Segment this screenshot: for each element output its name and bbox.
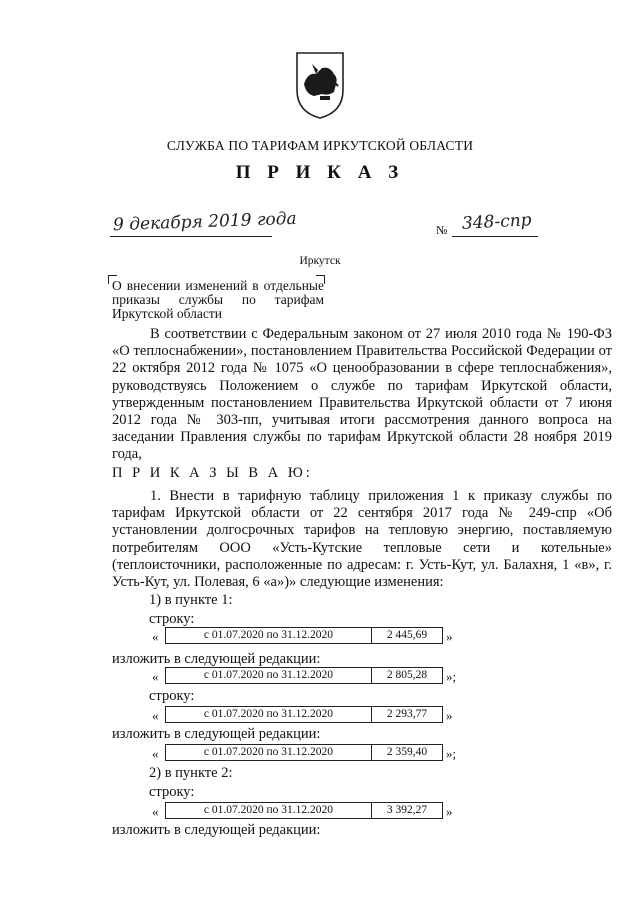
- close-quote: »: [446, 804, 453, 819]
- tariff-row: [165, 706, 443, 723]
- preamble-paragraph: В соответствии с Федеральным законом от 27 июля 2010 года № 190-ФЗ «О теплоснабжении», постановлением Правительства Российской Федерации от 22 октября 2012 года № 1075 «О ценообразовании в сфере теплоснабжения», руководствуясь Положением о службе по тарифам Иркутской области, утвержденным постановлением Правительства Иркутской области от 7 июня 2012 года № 303-пп, учитывая итоги рассмотрения данного вопроса на заседании Правления службы по тарифам Иркутской области 28 ноября 2019 года,: [112, 326, 612, 463]
- row-word: строку:: [149, 784, 195, 800]
- tariff-period: с 01.07.2020 по 31.12.2020: [166, 745, 372, 760]
- close-quote: »;: [446, 746, 457, 761]
- tariff-period: с 01.07.2020 по 31.12.2020: [166, 668, 372, 683]
- point-2-heading: 2) в пункте 2:: [149, 765, 233, 781]
- tariff-row: [165, 744, 443, 761]
- tariff-value: 3 392,27: [386, 804, 428, 816]
- replace-text: изложить в следующей редакции:: [112, 651, 321, 667]
- item-1-paragraph: 1. Внести в тарифную таблицу приложения 1 к приказу службы по тарифам Иркутской области от 22 сентября 2017 года № 249-спр «Об установлении долгосрочных тарифов на тепловую энергию, поставляемую потребителям ООО «Усть-Кутские тепловые сети и котельные» (теплоисточники, расположенные по адресам: г. Усть-Кут, ул. Балахня, 1 «в», г. Усть-Кут, ул. Полевая, 6 «а»)» следующие изменения:: [112, 488, 612, 591]
- tariff-value: 2 293,77: [386, 708, 428, 720]
- coat-of-arms-icon: [294, 50, 346, 120]
- tariff-row: [165, 667, 443, 684]
- close-quote: »: [446, 629, 453, 644]
- replace-text: изложить в следующей редакции:: [112, 726, 321, 742]
- handwritten-date: 9 декабря 2019 года: [112, 208, 297, 236]
- tariff-value: 2 359,40: [386, 746, 428, 758]
- subject-text: О внесении изменений в отдельные приказы службы по тарифам Иркутской области: [112, 278, 324, 321]
- tariff-period: с 01.07.2020 по 31.12.2020: [166, 628, 372, 643]
- close-quote: »;: [446, 669, 457, 684]
- replace-text: изложить в следующей редакции:: [112, 822, 321, 838]
- tariff-row: [165, 627, 443, 644]
- open-quote: «: [152, 629, 159, 644]
- organization-name: СЛУЖБА ПО ТАРИФАМ ИРКУТСКОЙ ОБЛАСТИ: [166, 138, 474, 153]
- number-label: №: [436, 223, 448, 237]
- handwritten-number: 348-спр: [461, 210, 533, 234]
- tariff-period: с 01.07.2020 по 31.12.2020: [166, 707, 372, 722]
- tariff-value: 2 445,69: [386, 629, 428, 641]
- point-1-heading: 1) в пункте 1:: [149, 592, 233, 608]
- tariff-value: 2 805,28: [386, 669, 428, 681]
- close-quote: »: [446, 708, 453, 723]
- row-word: строку:: [149, 611, 195, 627]
- open-quote: «: [152, 804, 159, 819]
- tariff-period: с 01.07.2020 по 31.12.2020: [166, 803, 372, 818]
- open-quote: «: [152, 746, 159, 761]
- tariff-row: [165, 802, 443, 819]
- row-word: строку:: [149, 688, 195, 704]
- order-word: П Р И К А З Ы В А Ю:: [112, 465, 313, 481]
- date-underline: [110, 236, 272, 237]
- number-underline: [452, 236, 538, 237]
- document-title: П Р И К А З: [235, 162, 405, 183]
- open-quote: «: [152, 708, 159, 723]
- open-quote: «: [152, 669, 159, 684]
- city-name: Иркутск: [299, 255, 341, 267]
